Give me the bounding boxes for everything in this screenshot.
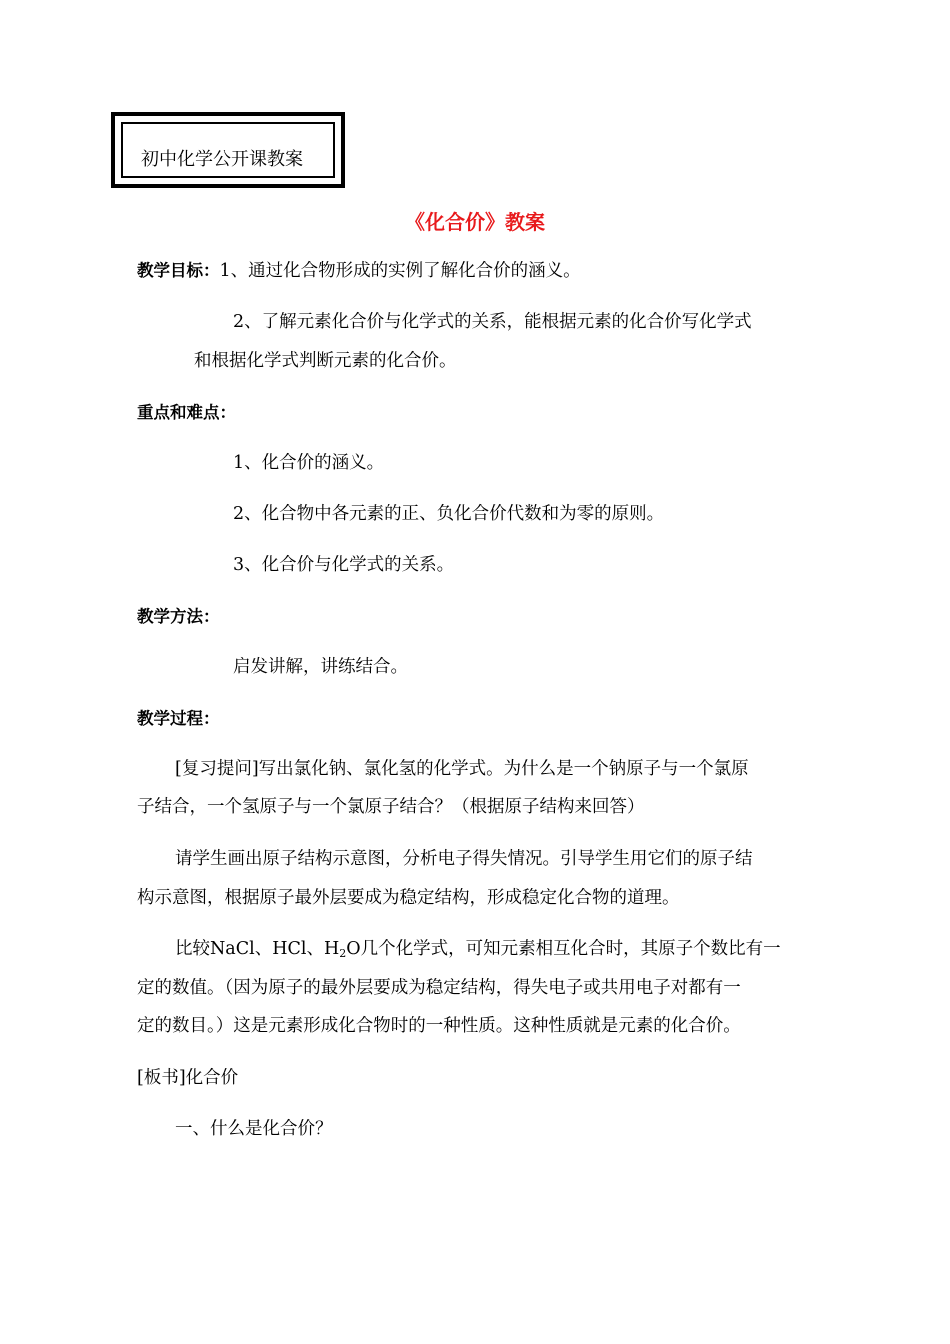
key-point-item-1: 1、化合价的涵义。 (233, 453, 385, 473)
process-paragraph-2-line-2: 构示意图，根据原子最外层要成为稳定结构，形成稳定化合物的道理。 (137, 888, 680, 908)
document-title: 《化合价》教案 (405, 210, 545, 234)
header-box-text: 初中化学公开课教案 (141, 149, 303, 170)
objective-item-2-line-2: 和根据化学式判断元素的化合价。 (194, 351, 457, 371)
objective-item-1: 1、通过化合物形成的实例了解化合价的涵义。 (219, 261, 581, 281)
process-paragraph-1-line-2: 子结合，一个氢原子与一个氯原子结合？（根据原子结构来回答） (137, 797, 645, 817)
process-paragraph-1-line-1: [复习提问]写出氯化钠、氯化氢的化学式。为什么是一个钠原子与一个氯原 (175, 759, 749, 779)
key-points-label: 重点和难点： (137, 403, 236, 422)
method-label: 教学方法： (137, 607, 220, 626)
key-point-item-3: 3、化合价与化学式的关系。 (233, 555, 455, 575)
process-paragraph-3-line-1 (175, 937, 781, 966)
process-label: 教学过程： (137, 709, 220, 728)
formula-text-b: O几个化学式，可知元素相互化合时，其原子个数比有一 (346, 939, 781, 959)
objectives-label: 教学目标： (137, 261, 220, 280)
process-paragraph-3-line-2: 定的数值。（因为原子的最外层要成为稳定结构，得失电子或共用电子对都有一 (137, 978, 741, 998)
method-text: 启发讲解，讲练结合。 (233, 657, 408, 677)
section-heading-1: 一、什么是化合价？ (175, 1119, 333, 1139)
process-paragraph-2-line-1: 请学生画出原子结构示意图，分析电子得失情况。引导学生用它们的原子结 (175, 849, 753, 869)
formula-subscript: 2 (339, 947, 347, 960)
board-note: [板书]化合价 (137, 1068, 239, 1088)
formula-text-a: 比较NaCl、HCl、H (175, 939, 340, 959)
key-point-item-2: 2、化合物中各元素的正、负化合价代数和为零的原则。 (233, 504, 665, 524)
process-paragraph-3-line-3: 定的数目。）这是元素形成化合物时的一种性质。这种性质就是元素的化合价。 (137, 1016, 741, 1036)
objectives-line-1 (137, 259, 581, 283)
objective-item-2-line-1: 2、了解元素化合价与化学式的关系，能根据元素的化合价写化学式 (233, 312, 752, 332)
